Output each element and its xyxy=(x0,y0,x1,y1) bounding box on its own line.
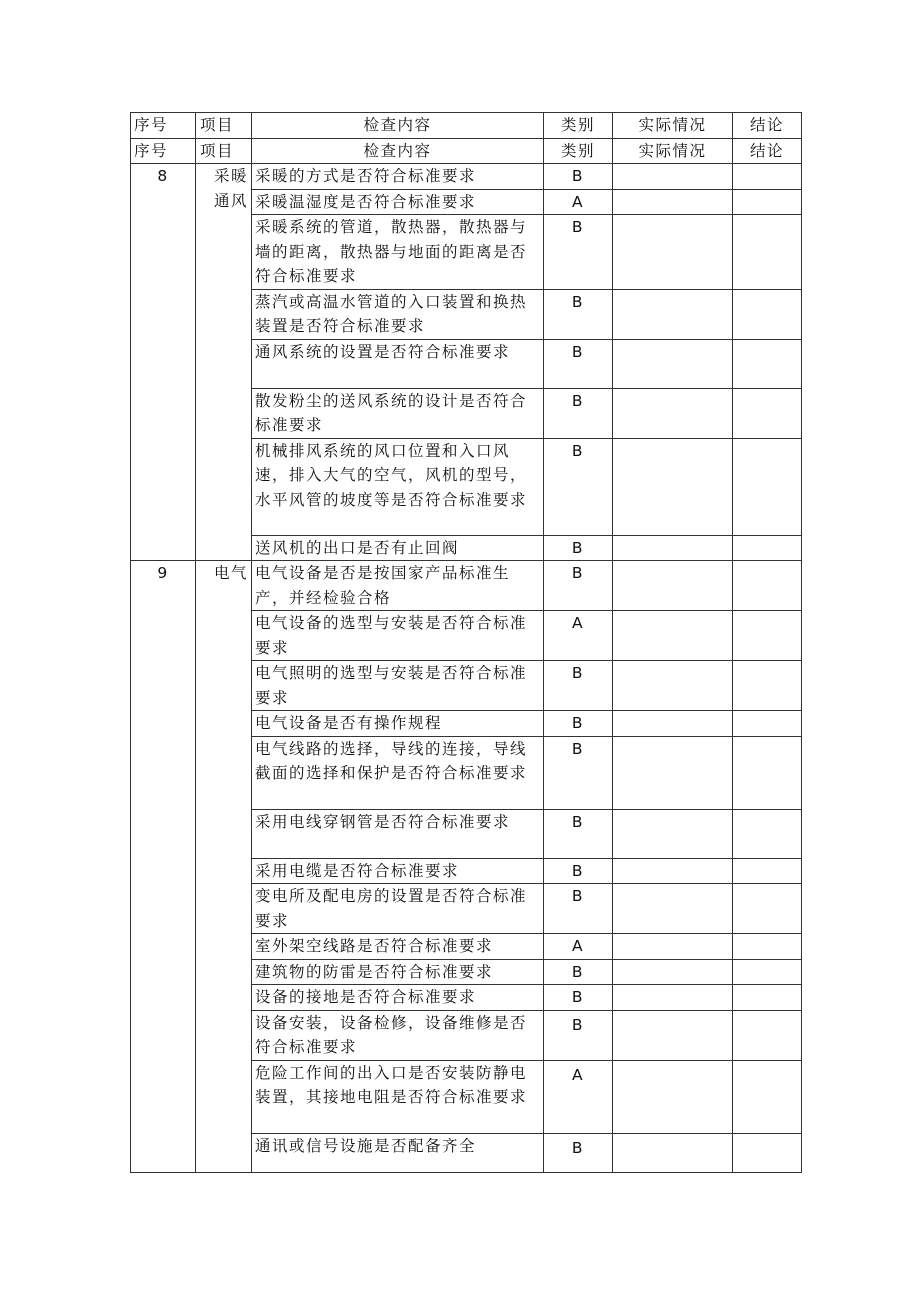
header-actual: 实际情况 xyxy=(613,113,733,139)
conclusion-cell[interactable] xyxy=(733,189,802,215)
actual-situation-cell[interactable] xyxy=(613,388,733,438)
actual-situation-cell[interactable] xyxy=(613,1060,733,1133)
header-conclusion: 结论 xyxy=(733,138,802,164)
conclusion-cell[interactable] xyxy=(733,215,802,290)
actual-situation-cell[interactable] xyxy=(613,339,733,388)
check-content: 电气线路的选择，导线的连接，导线截面的选择和保护是否符合标准要求 xyxy=(252,736,544,809)
actual-situation-cell[interactable] xyxy=(613,561,733,611)
actual-situation-cell[interactable] xyxy=(613,661,733,711)
conclusion-cell[interactable] xyxy=(733,884,802,934)
check-category: B xyxy=(544,535,613,561)
actual-situation-cell[interactable] xyxy=(613,884,733,934)
conclusion-cell[interactable] xyxy=(733,661,802,711)
check-category: B xyxy=(544,339,613,388)
check-content: 电气照明的选型与安装是否符合标准要求 xyxy=(252,661,544,711)
check-content: 采用电缆是否符合标准要求 xyxy=(252,858,544,884)
check-category: B xyxy=(544,215,613,290)
check-content: 采暖系统的管道，散热器，散热器与墙的距离，散热器与地面的距离是否符合标准要求 xyxy=(252,215,544,290)
check-content: 电气设备是否是按国家产品标准生产，并经检验合格 xyxy=(252,561,544,611)
conclusion-cell[interactable] xyxy=(733,1060,802,1133)
check-content: 送风机的出口是否有止回阀 xyxy=(252,535,544,561)
conclusion-cell[interactable] xyxy=(733,711,802,737)
check-category: B xyxy=(544,959,613,985)
actual-situation-cell[interactable] xyxy=(613,164,733,190)
conclusion-cell[interactable] xyxy=(733,1133,802,1172)
check-category: B xyxy=(544,1133,613,1172)
check-content: 设备安装，设备检修，设备维修是否符合标准要求 xyxy=(252,1010,544,1060)
check-category: A xyxy=(544,189,613,215)
conclusion-cell[interactable] xyxy=(733,561,802,611)
actual-situation-cell[interactable] xyxy=(613,611,733,661)
check-content: 散发粉尘的送风系统的设计是否符合标准要求 xyxy=(252,388,544,438)
check-category: B xyxy=(544,985,613,1011)
check-category: B xyxy=(544,736,613,809)
conclusion-cell[interactable] xyxy=(733,388,802,438)
check-category: B xyxy=(544,438,613,535)
section-number: 9 xyxy=(131,561,196,1173)
header-conclusion: 结论 xyxy=(733,113,802,139)
check-content: 设备的接地是否符合标准要求 xyxy=(252,985,544,1011)
header-row xyxy=(131,113,802,139)
header-item: 项目 xyxy=(196,113,252,139)
actual-situation-cell[interactable] xyxy=(613,985,733,1011)
check-content: 危险工作间的出入口是否安装防静电装置，其接地电阻是否符合标准要求 xyxy=(252,1060,544,1133)
actual-situation-cell[interactable] xyxy=(613,535,733,561)
check-content: 室外架空线路是否符合标准要求 xyxy=(252,934,544,960)
conclusion-cell[interactable] xyxy=(733,289,802,339)
conclusion-cell[interactable] xyxy=(733,339,802,388)
conclusion-cell[interactable] xyxy=(733,535,802,561)
check-category: B xyxy=(544,711,613,737)
conclusion-cell[interactable] xyxy=(733,164,802,190)
header-no: 序号 xyxy=(131,113,196,139)
section-item: 采暖通风 xyxy=(196,164,252,561)
actual-situation-cell[interactable] xyxy=(613,438,733,535)
conclusion-cell[interactable] xyxy=(733,959,802,985)
actual-situation-cell[interactable] xyxy=(613,711,733,737)
check-content: 电气设备的选型与安装是否符合标准要求 xyxy=(252,611,544,661)
conclusion-cell[interactable] xyxy=(733,809,802,858)
conclusion-cell[interactable] xyxy=(733,858,802,884)
check-content: 变电所及配电房的设置是否符合标准要求 xyxy=(252,884,544,934)
check-content: 采暖的方式是否符合标准要求 xyxy=(252,164,544,190)
check-category: B xyxy=(544,884,613,934)
check-category: A xyxy=(544,1060,613,1133)
header-actual: 实际情况 xyxy=(613,138,733,164)
header-content: 检查内容 xyxy=(252,138,544,164)
check-category: B xyxy=(544,661,613,711)
header-row xyxy=(131,138,802,164)
actual-situation-cell[interactable] xyxy=(613,1010,733,1060)
actual-situation-cell[interactable] xyxy=(613,1133,733,1172)
check-category: A xyxy=(544,934,613,960)
section-item: 电气 xyxy=(196,561,252,1173)
actual-situation-cell[interactable] xyxy=(613,289,733,339)
actual-situation-cell[interactable] xyxy=(613,809,733,858)
conclusion-cell[interactable] xyxy=(733,1010,802,1060)
conclusion-cell[interactable] xyxy=(733,934,802,960)
check-category: B xyxy=(544,388,613,438)
actual-situation-cell[interactable] xyxy=(613,189,733,215)
conclusion-cell[interactable] xyxy=(733,736,802,809)
conclusion-cell[interactable] xyxy=(733,985,802,1011)
actual-situation-cell[interactable] xyxy=(613,934,733,960)
check-category: B xyxy=(544,1010,613,1060)
actual-situation-cell[interactable] xyxy=(613,736,733,809)
check-category: B xyxy=(544,809,613,858)
table-row xyxy=(131,164,802,190)
check-category: B xyxy=(544,561,613,611)
table-row xyxy=(131,561,802,611)
actual-situation-cell[interactable] xyxy=(613,959,733,985)
check-content: 通风系统的设置是否符合标准要求 xyxy=(252,339,544,388)
section-number: 8 xyxy=(131,164,196,561)
check-content: 电气设备是否有操作规程 xyxy=(252,711,544,737)
check-category: A xyxy=(544,611,613,661)
check-content: 蒸汽或高温水管道的入口装置和换热装置是否符合标准要求 xyxy=(252,289,544,339)
conclusion-cell[interactable] xyxy=(733,438,802,535)
check-content: 采用电线穿钢管是否符合标准要求 xyxy=(252,809,544,858)
actual-situation-cell[interactable] xyxy=(613,858,733,884)
header-category: 类别 xyxy=(544,138,613,164)
inspection-table xyxy=(130,112,802,1173)
check-category: B xyxy=(544,858,613,884)
header-content: 检查内容 xyxy=(252,113,544,139)
check-content: 建筑物的防雷是否符合标准要求 xyxy=(252,959,544,985)
check-category: B xyxy=(544,164,613,190)
actual-situation-cell[interactable] xyxy=(613,215,733,290)
header-category: 类别 xyxy=(544,113,613,139)
conclusion-cell[interactable] xyxy=(733,611,802,661)
header-item: 项目 xyxy=(196,138,252,164)
check-content: 采暖温湿度是否符合标准要求 xyxy=(252,189,544,215)
check-category: B xyxy=(544,289,613,339)
header-no: 序号 xyxy=(131,138,196,164)
check-content: 机械排风系统的风口位置和入口风速，排入大气的空气，风机的型号，水平风管的坡度等是否符合标准要求 xyxy=(252,438,544,535)
check-content: 通讯或信号设施是否配备齐全 xyxy=(252,1133,544,1172)
